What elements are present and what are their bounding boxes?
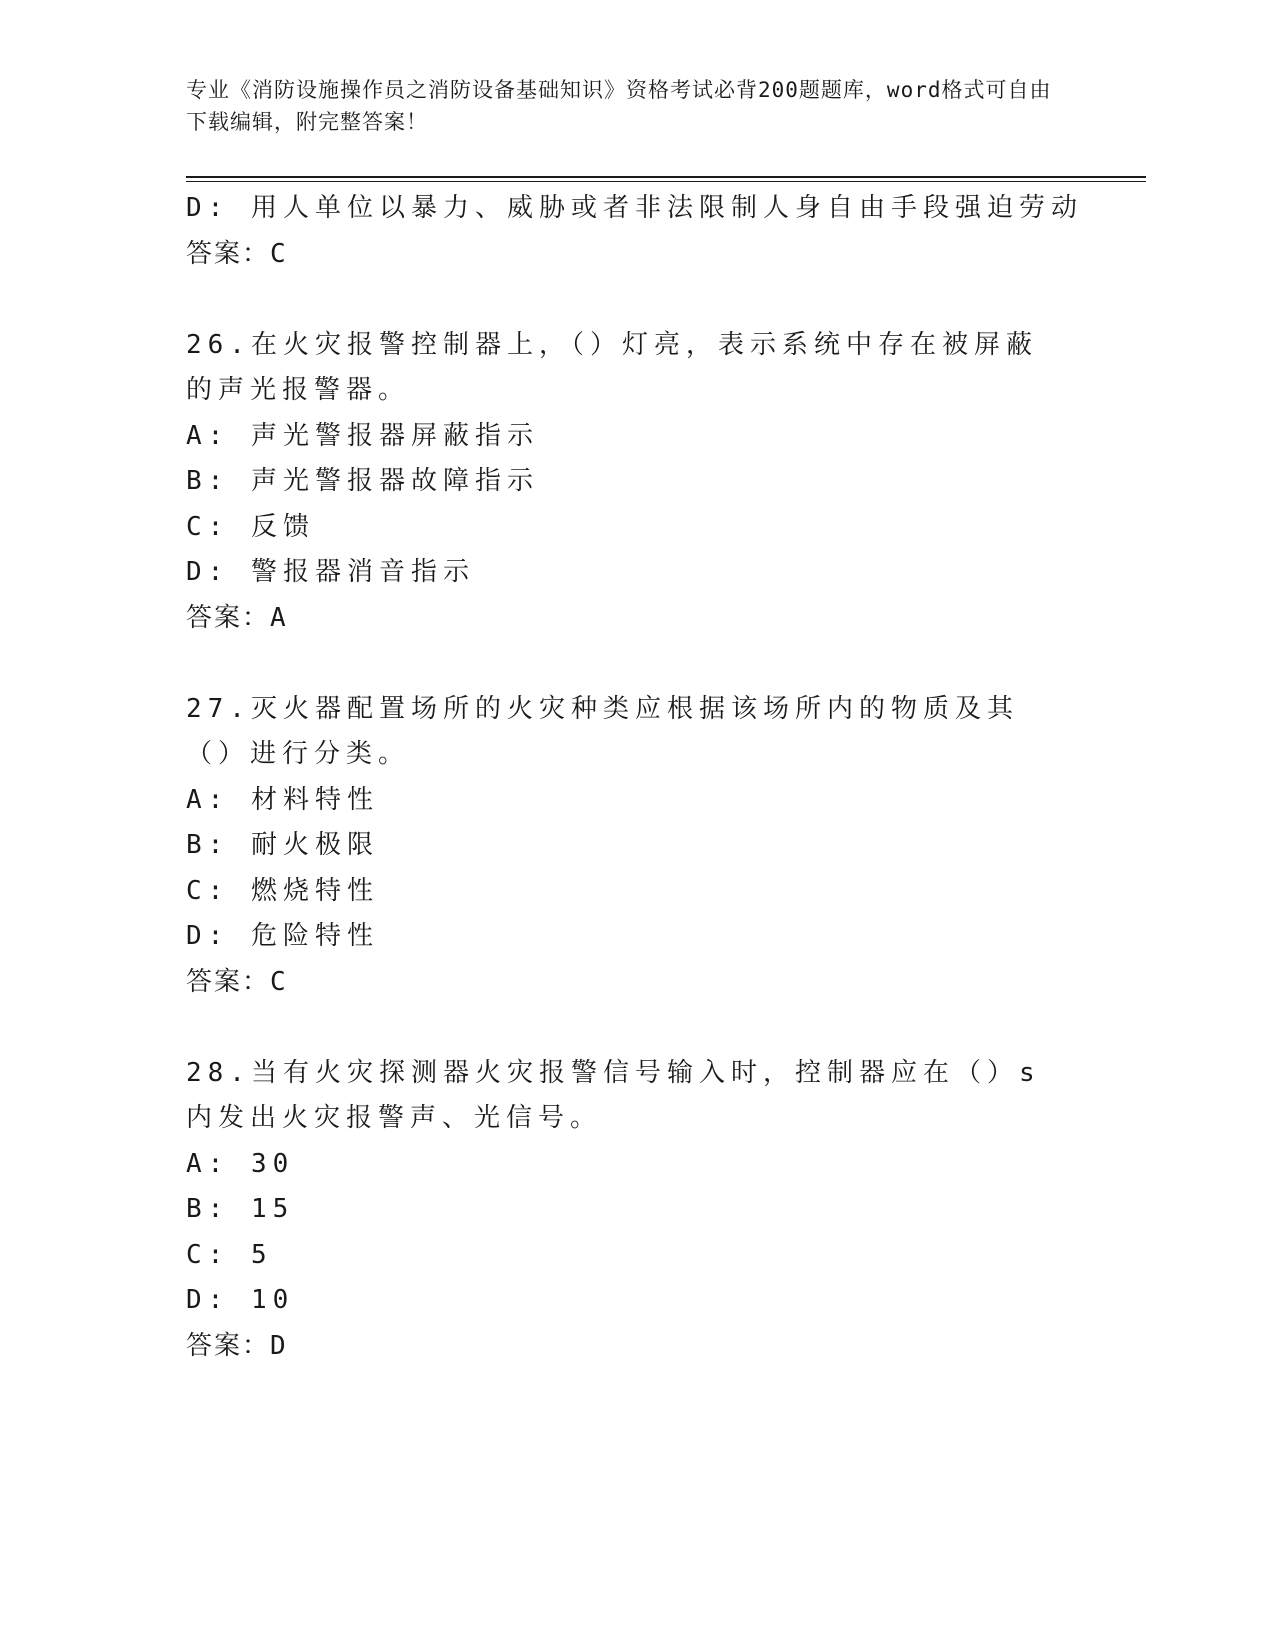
option-a: A: 材料特性 — [186, 784, 379, 815]
answer: 答案：C — [186, 966, 288, 997]
option-d: D: 警报器消音指示 — [186, 557, 475, 587]
spacer — [186, 641, 1086, 687]
question-28 — [186, 1051, 1086, 1370]
option-b: B: 声光警报器故障指示 — [186, 466, 539, 496]
option-c: C: 反馈 — [186, 511, 315, 542]
document-header: 专业《消防设施操作员之消防设备基础知识》资格考试必背200题题库，word格式可自由下载编辑，附完整答案！ — [186, 78, 1052, 134]
option-c: C: 燃烧特性 — [186, 875, 379, 906]
option-d: D: 危险特性 — [186, 921, 379, 951]
prev-question-answer: 答案：C — [186, 238, 288, 269]
spacer — [186, 277, 1086, 323]
header-divider-thick — [186, 176, 1146, 178]
question-text: 26.在火灾报警控制器上，（）灯亮，表示系统中存在被屏蔽的声光报警器。 — [186, 329, 1038, 405]
option-b: B: 耐火极限 — [186, 830, 379, 860]
option-c: C: 5 — [186, 1239, 273, 1270]
question-text: 27.灭火器配置场所的火灾种类应根据该场所内的物质及其（）进行分类。 — [186, 693, 1019, 769]
answer: 答案：D — [186, 1330, 288, 1361]
question-27 — [186, 687, 1086, 1006]
spacer — [186, 1005, 1086, 1051]
answer: 答案：A — [186, 602, 288, 633]
header-divider-thin — [186, 181, 1146, 182]
question-text: 28.当有火灾探测器火灾报警信号输入时，控制器应在（）s内发出火灾报警声、光信号。 — [186, 1057, 1041, 1133]
option-a: A: 30 — [186, 1148, 295, 1179]
prev-question-option-d: D: 用人单位以暴力、威胁或者非法限制人身自由手段强迫劳动 — [186, 193, 1083, 223]
question-26 — [186, 323, 1086, 642]
option-b: B: 15 — [186, 1194, 295, 1224]
option-d: D: 10 — [186, 1285, 295, 1315]
question-list — [186, 186, 1086, 1369]
option-a: A: 声光警报器屏蔽指示 — [186, 420, 539, 451]
